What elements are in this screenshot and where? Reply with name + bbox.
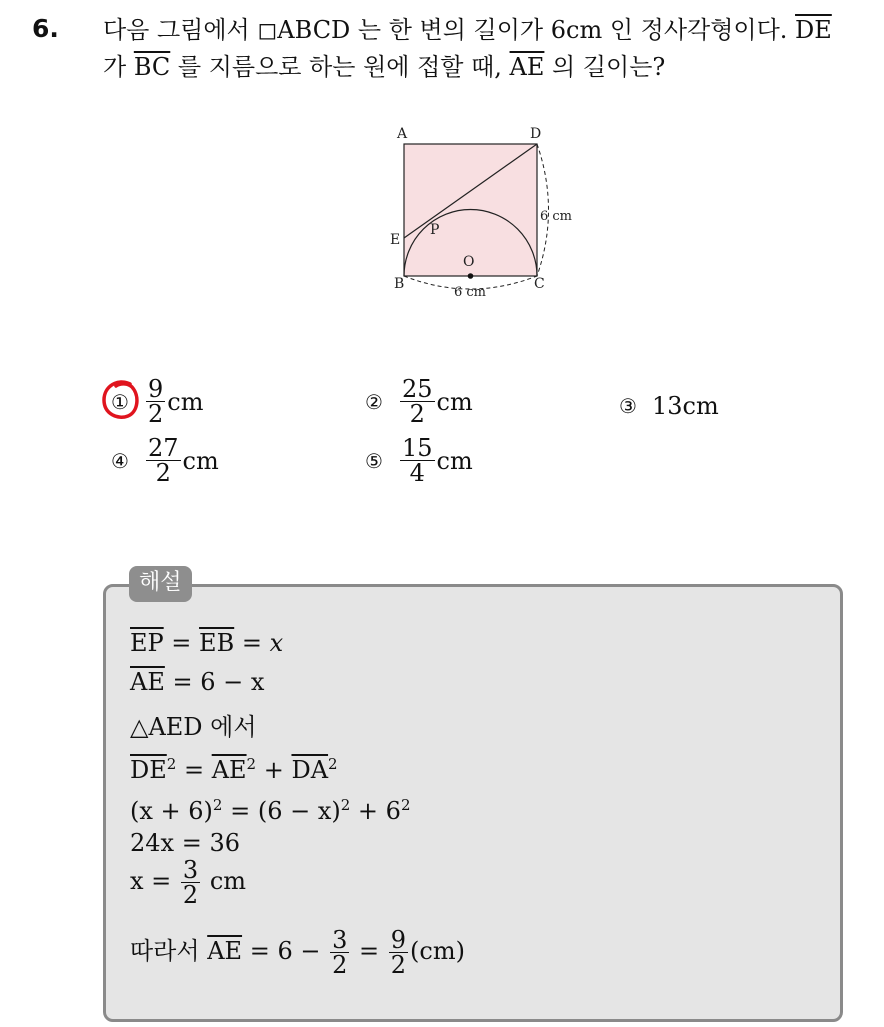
stem-line-1: 다음 그림에서 ◻ABCD 는 한 변의 길이가 6cm 인 정사각형이다.	[103, 16, 788, 44]
choice-5-unit: cm	[436, 446, 473, 475]
choice-1-fraction: $\frac{9}{2}$	[148, 375, 164, 428]
choice-4[interactable]	[108, 436, 219, 485]
bottom-length-label: 6 cm	[454, 285, 487, 300]
segment-de: $\overline{DE}$	[795, 16, 832, 44]
solution-line-2: $\overline{AE} = 6 - x$	[130, 668, 265, 696]
question-stem	[103, 12, 873, 86]
side-length-label: 6 cm	[540, 209, 573, 224]
solution-line-1: $\overline{EP} = \overline{EB} = x$	[130, 629, 284, 657]
label-d: D	[530, 126, 542, 142]
solution-line-4: $\overline{DE}^2 = \overline{AE}^2 + \overline{DA}^2$	[130, 755, 338, 784]
label-e: E	[390, 232, 401, 248]
solution-tab: 해설	[129, 566, 192, 602]
choice-2-unit: cm	[436, 387, 473, 416]
solution-line-7: x = $\frac{3}{2}$ cm	[130, 856, 247, 909]
label-o: O	[463, 254, 475, 270]
choice-3[interactable]	[616, 392, 719, 420]
choice-3-mark: ③	[619, 394, 637, 418]
solution-line-6: 24x = 36	[130, 829, 240, 857]
label-c: C	[534, 276, 545, 292]
choice-1[interactable]	[108, 377, 203, 426]
choice-2-fraction: $\frac{25}{2}$	[402, 375, 433, 428]
solution-line-5: $(x + 6)^2 = (6 - x)^2 + 6^2$	[130, 796, 411, 825]
choice-1-unit: cm	[167, 387, 204, 416]
choice-4-mark: ④	[111, 448, 129, 473]
choice-5-mark: ⑤	[365, 448, 383, 473]
solution-line-3: △AED 에서	[130, 713, 257, 741]
choice-5[interactable]	[362, 436, 473, 485]
choice-5-fraction: $\frac{15}{4}$	[402, 434, 433, 487]
stem-line-2-pre: 가	[103, 53, 127, 81]
choice-2[interactable]	[362, 377, 473, 426]
stem-line-2-mid: 를 지름으로 하는 원에 접할 때,	[177, 53, 502, 81]
choice-4-unit: cm	[182, 446, 219, 475]
center-point-o	[468, 273, 474, 279]
geometry-figure	[382, 122, 582, 302]
solution-line-8: 따라서 $\overline{AE} = 6$ − $\frac{3}{2}$ = $\frac{9}{2}$ (cm)	[130, 926, 465, 979]
choice-1-mark: ①	[111, 389, 129, 414]
choice-2-mark: ②	[365, 389, 383, 414]
label-a: A	[397, 126, 408, 142]
question-number: 6.	[32, 14, 59, 43]
segment-ae: $\overline{AE}$	[509, 53, 545, 81]
label-b: B	[394, 276, 405, 292]
label-p: P	[430, 222, 440, 238]
stem-line-2-post: 의 길이는?	[552, 53, 666, 81]
choice-3-value: 13cm	[652, 392, 719, 420]
choice-4-fraction: $\frac{27}{2}$	[148, 434, 179, 487]
segment-bc: $\overline{BC}$	[133, 53, 171, 81]
